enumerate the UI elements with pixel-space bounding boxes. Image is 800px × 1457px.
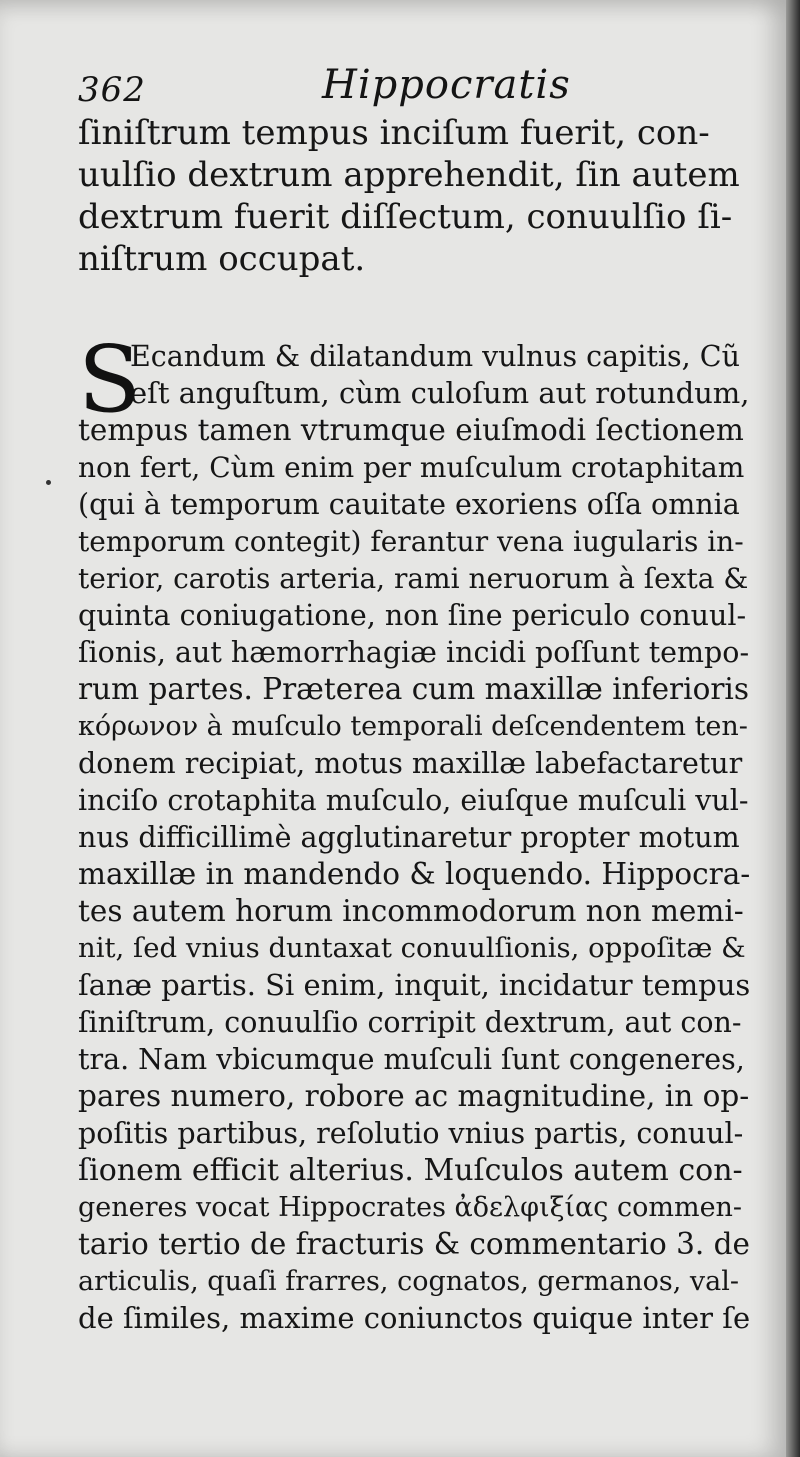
page-edge-shadow [786,0,800,1457]
text-line: dextrum fuerit diſſectum, conuulſio ſi- [78,197,733,237]
text-line: nit, ſed vnius duntaxat conuulſionis, oppoſitæ & [78,932,746,964]
text-line: eſt anguſtum, cùm culoſum aut rotundum, [130,376,750,410]
text-line: tario tertio de fracturis & commentario 3. de [78,1227,751,1261]
margin-dot [46,480,51,485]
text-line: uulſio dextrum apprehendit, ſin autem [78,155,740,195]
text-line: terior, carotis arteria, rami neruorum à ſexta & [78,562,749,595]
text-line: ſanæ partis. Si enim, inquit, incidatur tempus [78,968,751,1002]
text-line: rum partes. Præterea cum maxillæ inferioris [78,672,750,706]
paragraph-1 [78,112,750,280]
text-line: nus difficillimè agglutinaretur propter motum [78,821,740,854]
text-line: articulis, quaſi frarres, cognatos, germanos, val- [78,1266,739,1297]
text-line: tempus tamen vtrumque eiuſmodi ſectionem [78,413,744,447]
text-line: poſitis partibus, reſolutio vnius partis, conuul- [78,1117,744,1150]
text-line: de ſimiles, maxime coniunctos quique inter ſe [78,1301,751,1335]
text-line: donem recipiat, motus maxillæ labefactaretur [78,747,743,780]
text-line: tes autem horum incommodorum non memi- [78,894,744,928]
text-line: ſionem efficit alterius. Muſculos autem con- [78,1153,743,1188]
text-line: ſiniſtrum, conuulſio corripit dextrum, aut con- [78,1006,742,1039]
text-line: non fert, Cùm enim per muſculum crotaphitam [78,451,745,484]
text-line: ſionis, aut hæmorrhagiæ incidi poſſunt tempo- [78,636,750,669]
text-line: κόρωνον à muſculo temporali deſcendentem ten- [78,711,748,742]
text-line: (qui à temporum cauitate exoriens oſſa omnia [78,488,740,521]
running-head: Hippocratis [322,62,571,108]
text-line: Ecandum & dilatandum vulnus capitis, Cũ [130,340,740,373]
text-line: quinta coniugatione, non ſine periculo conuul- [78,599,747,632]
paragraph-2 [78,326,751,1337]
page-number: 362 [78,70,146,110]
text-line: inciſo crotaphita muſculo, eiuſque muſculi vul- [78,784,749,817]
text-line: temporum contegit) ferantur vena iugularis in- [78,525,744,558]
text-line: niſtrum occupat. [78,239,366,279]
text-line: generes vocat Hippocrates ἀδελφιξίας commen- [78,1192,743,1223]
page-header [78,62,758,112]
text-line: ſiniſtrum tempus inciſum fuerit, con- [78,113,710,153]
drop-cap: S [78,326,142,433]
text-line: tra. Nam vbicumque muſculi ſunt congeneres, [78,1043,745,1076]
text-line: pares numero, robore ac magnitudine, in op- [78,1079,750,1113]
text-line: maxillæ in mandendo & loquendo. Hippocra- [78,857,751,891]
